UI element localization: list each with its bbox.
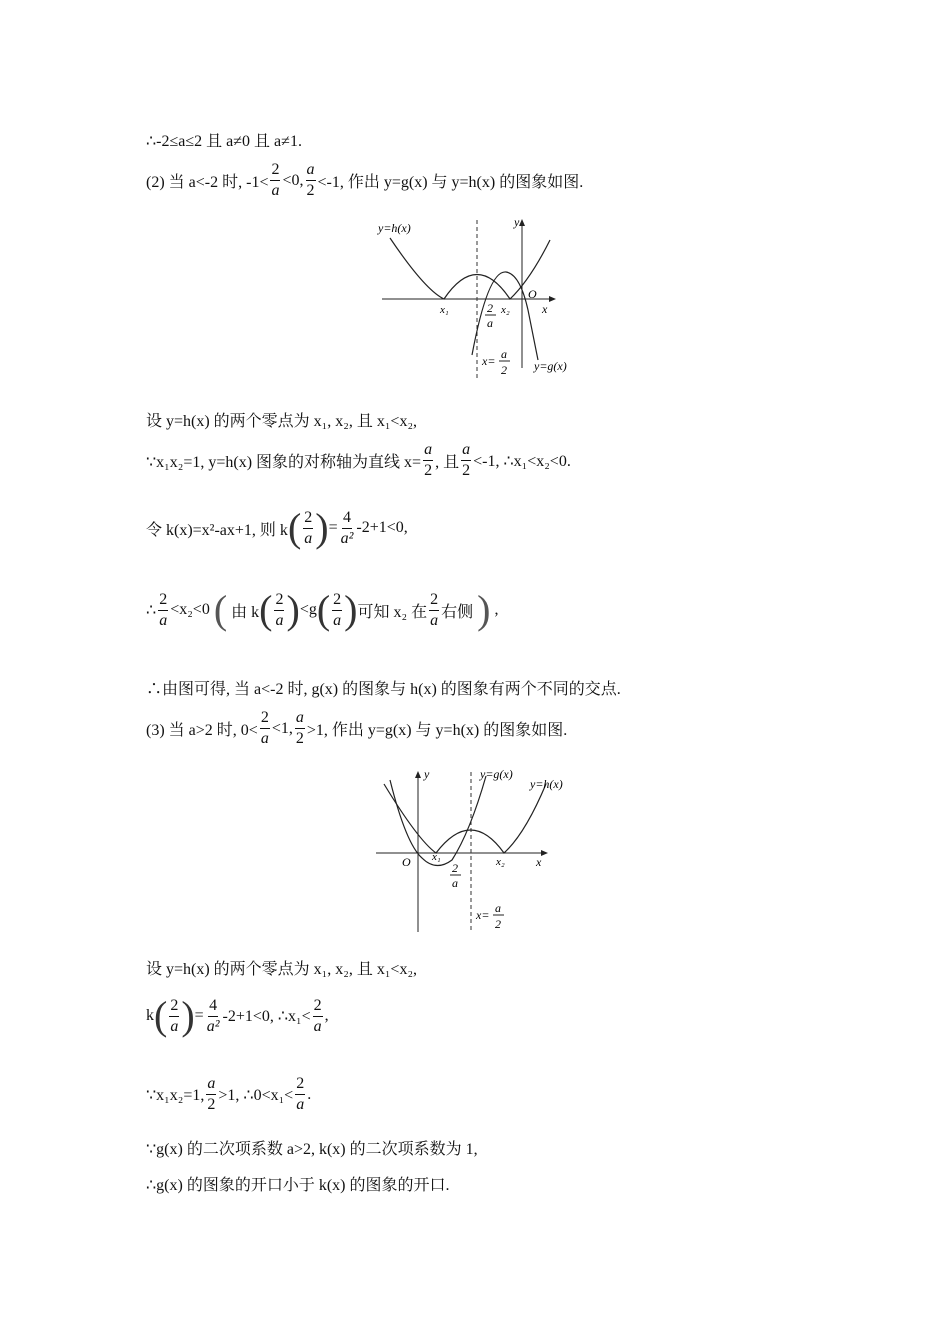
fig1-label-axis-num: a — [501, 347, 507, 361]
text-line-6-lt: <g — [299, 601, 317, 618]
text-line-11-mid: >1, ∴0<x₁< — [218, 1086, 294, 1104]
fraction-2-over-a: $\frac{2}{a}$ — [159, 590, 168, 629]
fig2-label-o: O — [402, 855, 411, 869]
fraction-a-over-2: $\frac{a}{2}$ — [306, 161, 315, 199]
line-12 — [146, 1136, 478, 1159]
fig2-label-axis-num: a — [495, 901, 501, 915]
fig1-label-axis-den: 2 — [501, 363, 507, 377]
text-line-2-mid2: <-1, 作出 y=g(x) 与 y=h(x) 的图象如图. — [317, 174, 584, 191]
text-line-5-eq: = — [328, 519, 338, 536]
fig2-label-2a-num: 2 — [452, 861, 458, 875]
fig1-label-axis-pre: x= — [482, 354, 496, 368]
fig2-label-x1: x₁ — [432, 851, 441, 863]
fraction-2-over-a: $\frac{2}{a}$ — [296, 1075, 305, 1113]
fig2-label-2a-den: a — [452, 876, 458, 890]
text-line-6-kezhi: 可知 x₂ 在 — [357, 603, 428, 621]
line-7 — [146, 676, 621, 699]
fig2-label-h: y=h(x) — [530, 777, 563, 791]
text-line-8-post: >1, 作出 y=g(x) 与 y=h(x) 的图象如图. — [306, 722, 568, 739]
text-line-10-end: , — [324, 1007, 329, 1024]
text-line-6-end: , — [494, 601, 499, 618]
fig1-label-2a-num: 2 — [487, 301, 493, 315]
text-line-6-you: 由 k — [231, 603, 260, 621]
text-line-10-pre: k — [146, 1007, 154, 1024]
fig1-label-2a-den: a — [487, 316, 493, 330]
line-2 — [146, 162, 583, 199]
fraction-2-over-a: $\frac{2}{a}$ — [333, 590, 342, 629]
text-line-9: 设 y=h(x) 的两个零点为 x₁, x₂, 且 x₁<x₂, — [146, 961, 418, 978]
line-3 — [146, 408, 417, 431]
figure-2 — [370, 762, 590, 934]
text-line-4-post: <-1, ∴x₁<x₂<0. — [473, 452, 571, 470]
text-line-7: ∴由图可得, 当 a<-2 时, g(x) 的图象与 h(x) 的图象有两个不同的交点. — [146, 681, 621, 698]
text-line-4-mid: , 且 — [435, 454, 460, 471]
fraction-4-over-a2: $\frac{4}{\text{a²}}$ — [340, 508, 354, 547]
line-10: k ( $\frac{2}{a}$ ) = $\frac{4}{\text{a²}}$ -2+1<0, ∴x₁< $\frac{2}{a}$ , — [146, 993, 329, 1038]
text-line-8-pre: (3) 当 a>2 时, 0< — [146, 722, 258, 739]
fig1-curve-h — [390, 238, 550, 299]
text-line-5-post: -2+1<0, — [356, 519, 408, 536]
fig2-label-axis-den: 2 — [495, 917, 501, 931]
text-line-6-pre: ∴ — [146, 602, 157, 619]
fig2-x-arrow-icon — [541, 850, 548, 856]
fraction-a-over-2: $\frac{a}{2}$ — [462, 441, 471, 479]
text-line-10-eq: = — [194, 1007, 204, 1024]
text-line-12: ∵g(x) 的二次项系数 a>2, k(x) 的二次项系数为 1, — [146, 1141, 478, 1158]
text-line-4-pre: ∵x₁x₂=1, y=h(x) 图象的对称轴为直线 x= — [146, 454, 422, 471]
line-6: ∴ $\frac{2}{a}$ <x₂<0 ( 由 k ( $\frac{2}{a}$ ) <g ( $\frac{2}{a}$ ) 可知 x₂ 在 $\frac{2}{a}$ 右侧 ) , — [146, 587, 499, 632]
line-11 — [146, 1076, 311, 1113]
text-line-5-pre: 令 k(x)=x²-ax+1, 则 k — [146, 521, 288, 539]
fig2-label-g: y=g(x) — [480, 767, 513, 781]
fraction-2-over-a: $\frac{2}{a}$ — [304, 508, 313, 547]
text-line-13: ∴g(x) 的图象的开口小于 k(x) 的图象的开口. — [146, 1177, 450, 1194]
fig1-y-arrow-icon — [519, 219, 525, 226]
fig1-label-x: x — [542, 302, 548, 316]
text-line-1: ∴-2≤a≤2 且 a≠0 且 a≠1. — [146, 133, 302, 150]
text-line-8-mid: <1, — [271, 719, 293, 737]
figure-1 — [370, 210, 590, 380]
fig2-y-arrow-icon — [415, 771, 421, 778]
fig1-label-h: y=h(x) — [378, 221, 411, 235]
fig1-label-g: y=g(x) — [534, 359, 567, 373]
text-line-3: 设 y=h(x) 的两个零点为 x₁, x₂, 且 x₁<x₂, — [146, 413, 418, 430]
fig1-label-o: O — [528, 287, 537, 301]
line-1 — [146, 128, 302, 151]
text-line-6-mid: <x₂<0 — [170, 601, 210, 618]
text-line-11-end: . — [307, 1085, 312, 1103]
fig2-label-x2: x₂ — [496, 856, 505, 868]
fig2-label-y: y — [424, 767, 430, 781]
fraction-4-over-a2: $\frac{4}{\text{a²}}$ — [206, 996, 220, 1035]
fraction-a-over-2: $\frac{a}{2}$ — [424, 441, 433, 479]
fig1-x-arrow-icon — [549, 296, 556, 302]
fraction-2-over-a: $\frac{2}{a}$ — [430, 590, 439, 629]
fraction-2-over-a: $\frac{2}{a}$ — [313, 996, 322, 1035]
fig2-label-axis-pre: x= — [476, 908, 490, 922]
line-13 — [146, 1172, 450, 1195]
fraction-a-over-2: $\frac{a}{2}$ — [295, 709, 304, 747]
text-line-6-right: 右侧 — [441, 603, 474, 621]
fraction-2-over-a: $\frac{2}{a}$ — [271, 161, 280, 199]
line-5: 令 k(x)=x²-ax+1, 则 k ( $\frac{2}{a}$ ) = $\frac{4}{\text{a²}}$ -2+1<0, — [146, 505, 408, 550]
fraction-2-over-a: $\frac{2}{a}$ — [275, 590, 284, 629]
fig1-label-x1: x₁ — [440, 304, 449, 316]
line-8 — [146, 710, 567, 747]
line-4 — [146, 442, 571, 479]
text-line-2-mid1: <0, — [282, 171, 304, 189]
fraction-a-over-2: $\frac{a}{2}$ — [207, 1075, 216, 1113]
text-line-10-mid: -2+1<0, ∴x₁< — [222, 1008, 311, 1025]
fig2-label-x: x — [536, 855, 542, 869]
text-line-2-pre: (2) 当 a<-2 时, -1< — [146, 174, 269, 191]
fraction-2-over-a: $\frac{2}{a}$ — [170, 996, 179, 1035]
fraction-2-over-a: $\frac{2}{a}$ — [260, 709, 269, 747]
fig2-curve-h — [384, 784, 546, 853]
fig1-label-x2: x₂ — [501, 304, 510, 316]
fig1-label-y: y — [514, 215, 520, 229]
text-line-11-pre: ∵x₁x₂=1, — [146, 1086, 205, 1104]
line-9 — [146, 956, 417, 979]
